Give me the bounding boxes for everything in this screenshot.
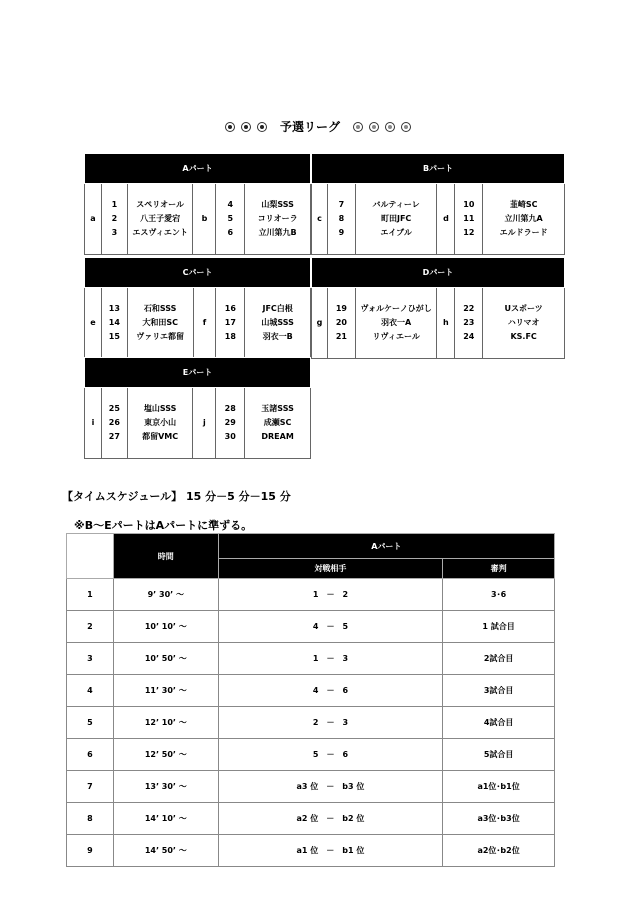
team-number: 7 (338, 200, 345, 209)
team-numbers (216, 184, 245, 255)
pool-letter: d (437, 184, 455, 255)
team-number: 29 (224, 418, 236, 427)
group-table (311, 153, 565, 255)
team-number: 1 (111, 200, 118, 209)
match-referee: 2試合目 (443, 643, 555, 675)
pool-letter: i (85, 388, 102, 459)
team-number: 3 (111, 228, 118, 237)
group-header: Aパート (85, 154, 311, 184)
team-names (355, 288, 437, 359)
team-names (245, 184, 311, 255)
schedule-table (66, 533, 555, 867)
team-names (127, 388, 193, 459)
team-names (483, 288, 565, 359)
match-time: 14’ 10’ ～ (113, 803, 218, 835)
team-number: 6 (227, 228, 234, 237)
match-number: 4 (67, 675, 114, 707)
team-numbers (216, 288, 245, 359)
team-number: 10 (463, 200, 475, 209)
team-name: 立川第九B (258, 228, 297, 237)
soccer-ball-icon (225, 122, 235, 132)
team-name: 町田JFC (380, 214, 412, 223)
team-numbers (101, 388, 127, 459)
soccer-ball-icon (257, 122, 267, 132)
team-number: 4 (227, 200, 234, 209)
group-table (84, 357, 311, 459)
team-name: JFC白根 (262, 304, 293, 313)
pool-letter: e (85, 288, 102, 359)
team-names (355, 184, 437, 255)
match-time: 12’ 10’ ～ (113, 707, 218, 739)
team-names (127, 288, 193, 359)
match-number: 2 (67, 611, 114, 643)
team-names (127, 184, 193, 255)
match-referee: 3試合目 (443, 675, 555, 707)
team-number: 28 (224, 404, 236, 413)
pool-letter: f (193, 288, 216, 359)
match-pairing: 1 － 3 (218, 643, 443, 675)
team-numbers (327, 184, 355, 255)
match-time: 12’ 50’ ～ (113, 739, 218, 771)
table-row (67, 611, 555, 643)
group-table (311, 257, 565, 359)
team-number: 20 (335, 318, 347, 327)
match-time: 13’ 30’ ～ (113, 771, 218, 803)
table-row (67, 579, 555, 611)
pool-letter: b (193, 184, 216, 255)
team-name: 東京小山 (144, 418, 177, 427)
team-name: 山城SSS (261, 318, 294, 327)
match-number: 8 (67, 803, 114, 835)
page-title (0, 118, 636, 135)
team-numbers (216, 388, 245, 459)
match-number: 5 (67, 707, 114, 739)
soccer-ball-icon (369, 122, 379, 132)
team-names (245, 388, 311, 459)
match-referee: a2位･b2位 (443, 835, 555, 867)
team-name: スペリオール (136, 200, 185, 209)
match-number: 9 (67, 835, 114, 867)
match-header: 対戦相手 (218, 559, 443, 579)
title-text: 予選リーグ (279, 120, 340, 134)
team-name: 都留VMC (142, 432, 179, 441)
team-number: 14 (108, 318, 120, 327)
match-referee: 4試合目 (443, 707, 555, 739)
match-time: 14’ 50’ ～ (113, 835, 218, 867)
soccer-ball-icon (241, 122, 251, 132)
team-number: 13 (108, 304, 120, 313)
team-number: 24 (463, 332, 475, 341)
team-number: 17 (224, 318, 236, 327)
team-number: 5 (227, 214, 234, 223)
match-referee: a1位･b1位 (443, 771, 555, 803)
match-pairing: 4 － 6 (218, 675, 443, 707)
team-name: バルティーレ (372, 200, 420, 209)
team-name: 八王子愛宕 (140, 214, 181, 223)
table-row (67, 707, 555, 739)
team-name: 山梨SSS (261, 200, 294, 209)
match-pairing: 4 － 5 (218, 611, 443, 643)
team-name: ヴァリエ都留 (136, 332, 185, 341)
team-name: 塩山SSS (143, 404, 177, 413)
no-header (67, 534, 114, 579)
match-referee: a3位･b3位 (443, 803, 555, 835)
team-name: 成瀬SC (263, 418, 292, 427)
match-time: 10’ 50’ ～ (113, 643, 218, 675)
team-name: コリオーラ (257, 214, 298, 223)
team-name: エルドラード (499, 228, 548, 237)
team-name: ハリマオ (507, 318, 540, 327)
group-header: Eパート (85, 358, 311, 388)
match-pairing: a2 位 － b2 位 (218, 803, 443, 835)
time-header: 時間 (113, 534, 218, 579)
match-time: 11’ 30’ ～ (113, 675, 218, 707)
team-name: エイブル (380, 228, 412, 237)
part-header: Aパート (218, 534, 554, 559)
match-pairing: a3 位 － b3 位 (218, 771, 443, 803)
team-name: 大和田SC (142, 318, 178, 327)
table-row (67, 675, 555, 707)
schedule-heading: 【タイムスケジュール】 15 分－5 分－15 分 (62, 490, 291, 503)
pool-letter: h (437, 288, 455, 359)
group-table (84, 153, 311, 255)
team-name: 韮崎SC (509, 200, 538, 209)
schedule-note: ※B～EパートはAパートに準ずる。 (74, 519, 253, 532)
match-pairing: 5 － 6 (218, 739, 443, 771)
team-numbers (327, 288, 355, 359)
team-number: 25 (108, 404, 120, 413)
team-name: リヴィエール (372, 332, 420, 341)
soccer-ball-icon (401, 122, 411, 132)
pool-letter: g (312, 288, 328, 359)
team-name: 玉諸SSS (261, 404, 294, 413)
team-name: 羽衣一A (381, 318, 412, 327)
team-number: 30 (224, 432, 236, 441)
match-number: 6 (67, 739, 114, 771)
table-row (67, 643, 555, 675)
match-number: 7 (67, 771, 114, 803)
team-name: KS.FC (510, 332, 537, 341)
team-name: DREAM (261, 432, 294, 441)
table-row (67, 739, 555, 771)
match-time: 9’ 30’ ～ (113, 579, 218, 611)
table-row (67, 771, 555, 803)
team-names (245, 288, 311, 359)
team-names (483, 184, 565, 255)
team-numbers (101, 288, 127, 359)
team-numbers (455, 288, 483, 359)
team-number: 8 (338, 214, 345, 223)
team-number: 2 (111, 214, 118, 223)
match-pairing: a1 位 － b1 位 (218, 835, 443, 867)
match-referee: 1 試合目 (443, 611, 555, 643)
team-name: 羽衣一B (262, 332, 293, 341)
soccer-ball-icon (385, 122, 395, 132)
group-header: Cパート (85, 258, 311, 288)
team-number: 23 (463, 318, 475, 327)
team-number: 22 (463, 304, 475, 313)
soccer-ball-icon (353, 122, 363, 132)
team-name: 立川第九A (504, 214, 543, 223)
team-number: 15 (108, 332, 120, 341)
match-number: 1 (67, 579, 114, 611)
team-name: エスヴィエント (132, 228, 188, 237)
team-number: 18 (224, 332, 236, 341)
team-number: 11 (463, 214, 475, 223)
team-number: 26 (108, 418, 120, 427)
group-header: Bパート (312, 154, 565, 184)
team-number: 19 (335, 304, 347, 313)
match-pairing: 1 － 2 (218, 579, 443, 611)
table-row (67, 803, 555, 835)
match-referee: 5試合目 (443, 739, 555, 771)
team-numbers (455, 184, 483, 255)
team-number: 12 (463, 228, 475, 237)
team-name: Uスポーツ (504, 304, 543, 313)
match-pairing: 2 － 3 (218, 707, 443, 739)
match-time: 10’ 10’ ～ (113, 611, 218, 643)
pool-letter: a (85, 184, 102, 255)
group-table (84, 257, 311, 359)
referee-header: 審判 (443, 559, 555, 579)
team-number: 21 (335, 332, 347, 341)
match-referee: 3･6 (443, 579, 555, 611)
team-name: ヴォルケーノひがし (360, 304, 432, 313)
team-numbers (101, 184, 127, 255)
team-number: 16 (224, 304, 236, 313)
team-number: 9 (338, 228, 345, 237)
table-row (67, 835, 555, 867)
team-name: 石和SSS (143, 304, 177, 313)
team-number: 27 (108, 432, 120, 441)
pool-letter: j (193, 388, 216, 459)
pool-letter: c (312, 184, 328, 255)
match-number: 3 (67, 643, 114, 675)
group-header: Dパート (312, 258, 565, 288)
